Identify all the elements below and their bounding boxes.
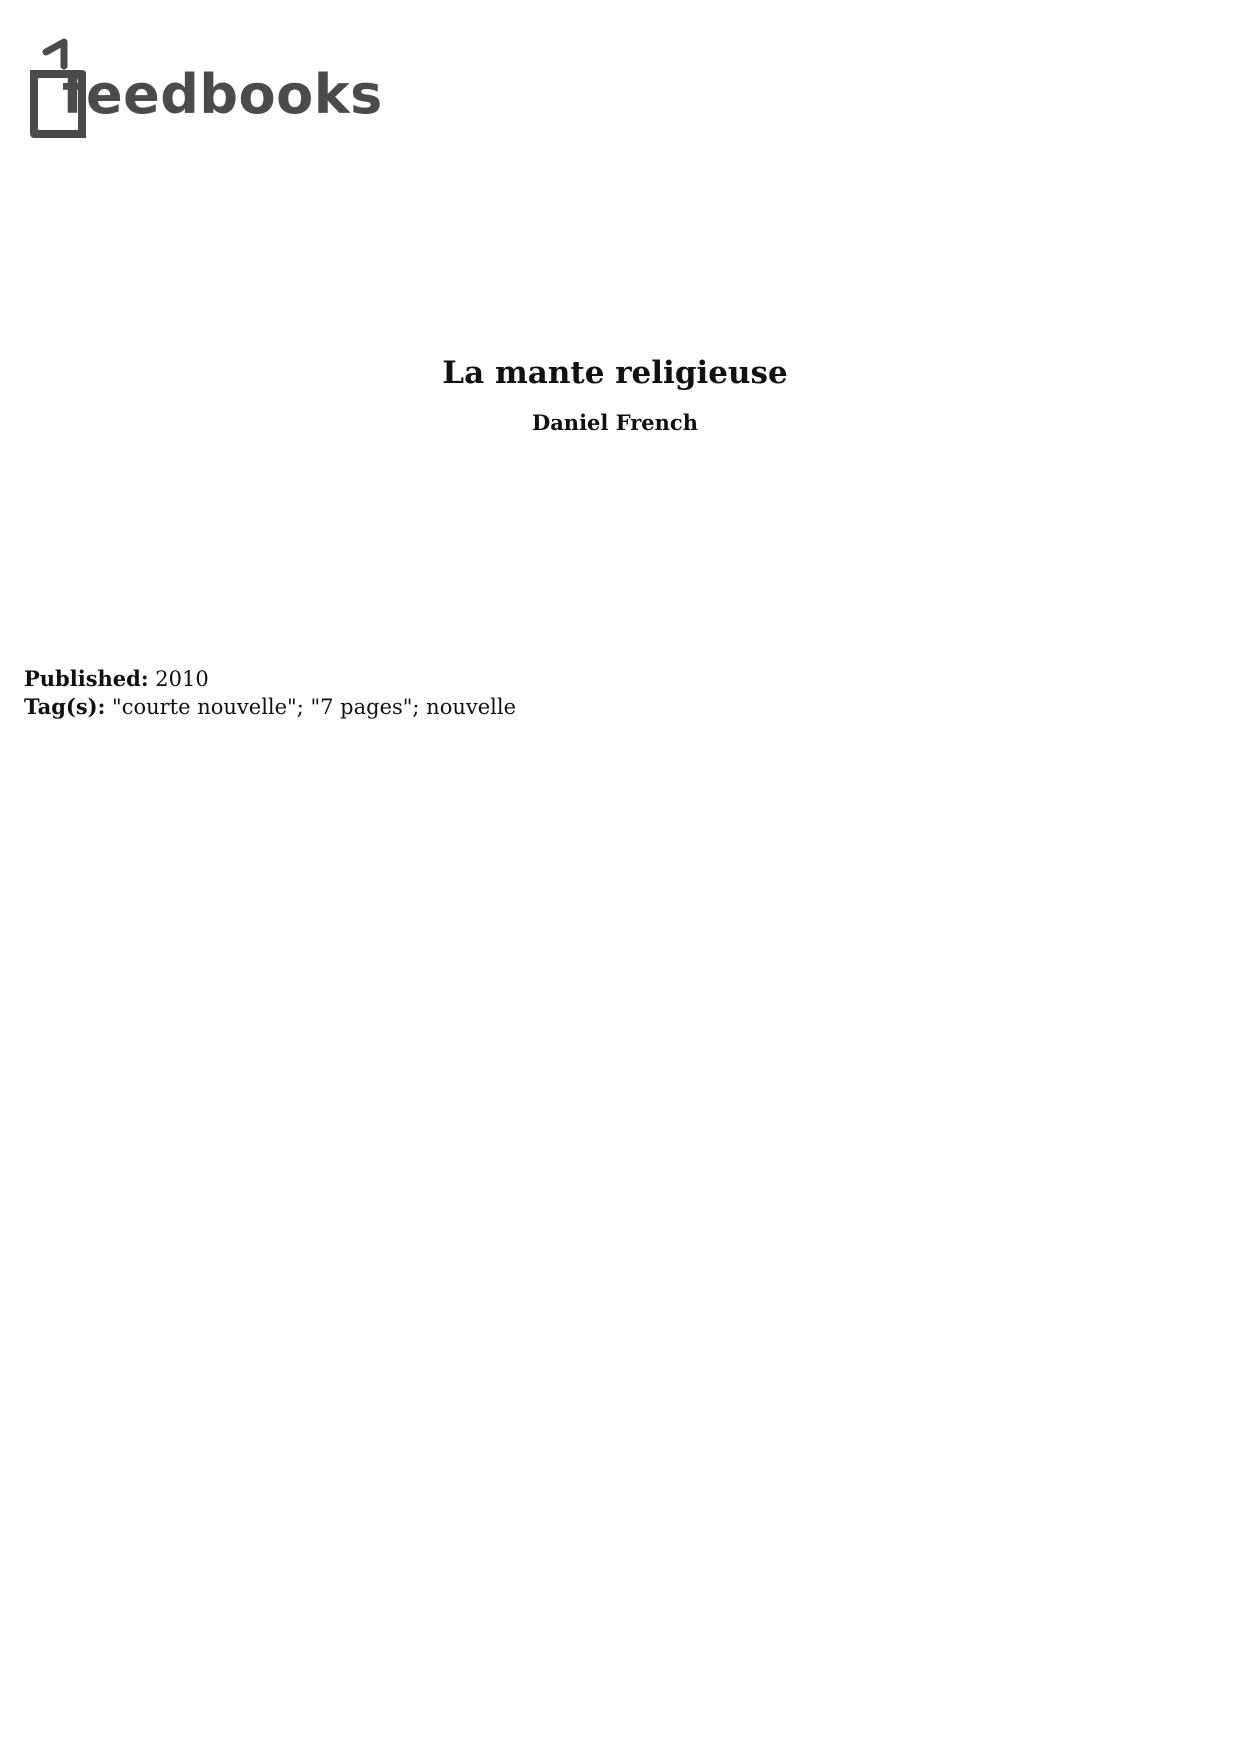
- tags-value: "courte nouvelle"; "7 pages"; nouvelle: [112, 695, 517, 719]
- book-metadata: [24, 665, 1124, 721]
- published-value: 2010: [155, 667, 209, 691]
- book-title: La mante religieuse: [442, 355, 788, 391]
- logo-wordmark: feedbooks: [62, 63, 383, 126]
- tags-label: Tag(s):: [24, 694, 106, 719]
- title-block: [0, 350, 1240, 439]
- book-author: Daniel French: [531, 410, 698, 435]
- feedbooks-logo: [28, 38, 383, 148]
- published-label: Published:: [24, 666, 149, 691]
- tags-line: [24, 693, 1124, 721]
- published-line: [24, 665, 1124, 693]
